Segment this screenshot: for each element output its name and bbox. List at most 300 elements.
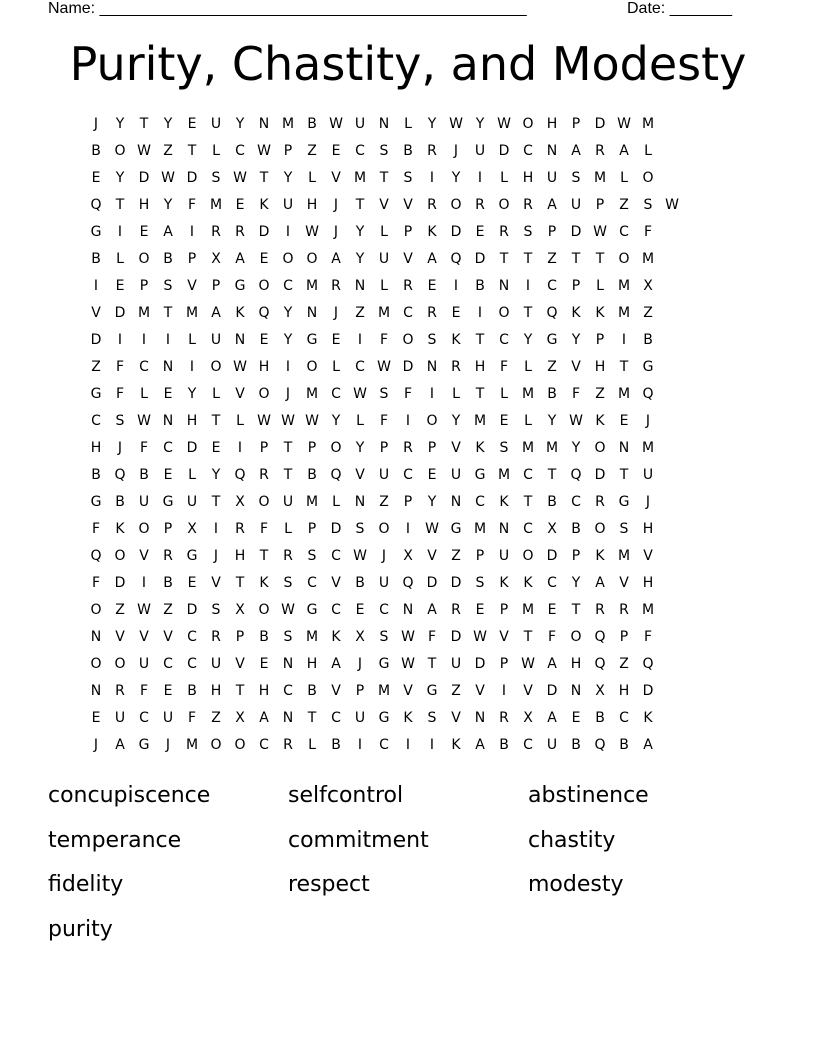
grid-letter: P xyxy=(499,602,509,618)
grid-letter: S xyxy=(307,548,317,564)
grid-letter: P xyxy=(307,440,317,456)
grid-letter: F xyxy=(187,710,197,726)
grid-letter: Y xyxy=(427,116,437,132)
grid-letter: M xyxy=(353,170,367,186)
grid-letter: G xyxy=(162,494,174,510)
grid-letter: K xyxy=(235,305,245,321)
grid-letter: D xyxy=(114,305,126,321)
grid-letter: F xyxy=(403,386,413,402)
grid-letter: X xyxy=(643,278,653,294)
grid-letter: P xyxy=(619,629,629,645)
grid-letter: I xyxy=(357,332,363,348)
grid-row xyxy=(84,111,732,138)
grid-letter: O xyxy=(258,494,270,510)
grid-letter: C xyxy=(379,737,389,753)
grid-letter: H xyxy=(138,197,150,213)
grid-row xyxy=(84,624,732,651)
grid-letter: I xyxy=(453,278,459,294)
grid-letter: O xyxy=(138,251,150,267)
grid-letter: B xyxy=(331,737,341,753)
grid-letter: X xyxy=(211,251,221,267)
grid-letter: P xyxy=(547,224,557,240)
grid-letter: Y xyxy=(571,440,581,456)
grid-letter: Q xyxy=(594,629,606,645)
grid-letter: L xyxy=(188,467,196,483)
grid-letter: K xyxy=(595,548,605,564)
grid-letter: X xyxy=(187,521,197,537)
grid-row xyxy=(84,354,732,381)
grid-letter: L xyxy=(212,143,220,159)
grid-letter: E xyxy=(259,332,269,348)
grid-letter: E xyxy=(499,413,509,429)
grid-letter: H xyxy=(642,575,654,591)
grid-letter: O xyxy=(114,548,126,564)
grid-letter: M xyxy=(617,278,631,294)
grid-letter: E xyxy=(571,710,581,726)
grid-letter: C xyxy=(499,332,509,348)
grid-letter: Q xyxy=(330,467,342,483)
grid-letter: S xyxy=(283,629,293,645)
grid-letter: A xyxy=(259,710,269,726)
grid-letter: N xyxy=(402,602,414,618)
grid-letter: Q xyxy=(642,656,654,672)
grid-letter: Y xyxy=(163,116,173,132)
grid-letter: F xyxy=(91,575,101,591)
grid-letter: I xyxy=(117,332,123,348)
grid-letter: H xyxy=(546,116,558,132)
grid-letter: X xyxy=(547,521,557,537)
grid-letter: Y xyxy=(427,494,437,510)
grid-letter: J xyxy=(333,197,339,213)
grid-letter: R xyxy=(595,494,605,510)
grid-letter: C xyxy=(355,143,365,159)
grid-letter: I xyxy=(429,170,435,186)
grid-letter: O xyxy=(522,548,534,564)
grid-letter: T xyxy=(571,602,581,618)
grid-letter: J xyxy=(645,413,651,429)
grid-letter: Q xyxy=(90,548,102,564)
grid-letter: T xyxy=(619,467,629,483)
grid-letter: U xyxy=(186,494,198,510)
grid-letter: M xyxy=(617,386,631,402)
grid-letter: E xyxy=(139,224,149,240)
grid-letter: M xyxy=(185,737,199,753)
grid-letter: Z xyxy=(115,602,125,618)
grid-letter: C xyxy=(523,521,533,537)
grid-letter: H xyxy=(306,197,318,213)
grid-letter: Y xyxy=(187,386,197,402)
word-list-item: purity xyxy=(48,916,113,942)
grid-letter: G xyxy=(378,656,390,672)
grid-letter: I xyxy=(405,737,411,753)
grid-letter: H xyxy=(474,359,486,375)
grid-letter: O xyxy=(90,656,102,672)
grid-letter: Z xyxy=(547,359,557,375)
grid-letter: C xyxy=(235,143,245,159)
grid-letter: T xyxy=(355,197,365,213)
grid-letter: N xyxy=(354,278,366,294)
grid-letter: C xyxy=(187,629,197,645)
grid-letter: K xyxy=(331,629,341,645)
grid-letter: Z xyxy=(163,143,173,159)
grid-letter: O xyxy=(90,602,102,618)
grid-letter: Y xyxy=(547,413,557,429)
grid-letter: L xyxy=(116,251,124,267)
grid-letter: C xyxy=(283,683,293,699)
grid-letter: Z xyxy=(547,251,557,267)
grid-letter: Y xyxy=(115,170,125,186)
grid-letter: T xyxy=(307,710,317,726)
grid-letter: L xyxy=(332,359,340,375)
grid-letter: O xyxy=(426,413,438,429)
grid-letter: V xyxy=(139,629,149,645)
grid-letter: L xyxy=(380,224,388,240)
grid-letter: M xyxy=(305,629,319,645)
grid-letter: B xyxy=(91,467,101,483)
grid-letter: N xyxy=(258,116,270,132)
grid-letter: P xyxy=(283,143,293,159)
grid-letter: V xyxy=(451,440,461,456)
grid-letter: N xyxy=(546,143,558,159)
grid-letter: R xyxy=(499,710,509,726)
grid-letter: W xyxy=(449,116,463,132)
grid-letter: S xyxy=(523,224,533,240)
grid-letter: M xyxy=(641,440,655,456)
grid-letter: N xyxy=(474,710,486,726)
grid-letter: L xyxy=(308,737,316,753)
grid-letter: F xyxy=(547,629,557,645)
grid-letter: G xyxy=(138,737,150,753)
grid-letter: N xyxy=(450,494,462,510)
grid-letter: A xyxy=(331,251,341,267)
grid-letter: H xyxy=(90,440,102,456)
grid-letter: G xyxy=(90,386,102,402)
grid-letter: H xyxy=(234,548,246,564)
grid-letter: M xyxy=(377,305,391,321)
grid-row xyxy=(84,327,732,354)
grid-letter: M xyxy=(617,305,631,321)
grid-letter: N xyxy=(570,683,582,699)
grid-letter: J xyxy=(381,548,387,564)
grid-letter: V xyxy=(163,629,173,645)
grid-letter: S xyxy=(499,440,509,456)
grid-letter: W xyxy=(593,224,607,240)
grid-letter: H xyxy=(570,656,582,672)
grid-letter: D xyxy=(474,251,486,267)
grid-letter: O xyxy=(570,629,582,645)
grid-letter: H xyxy=(258,359,270,375)
grid-row xyxy=(84,408,732,435)
grid-letter: C xyxy=(163,656,173,672)
word-list xyxy=(48,779,768,957)
grid-letter: L xyxy=(644,143,652,159)
grid-letter: V xyxy=(403,683,413,699)
grid-letter: T xyxy=(595,251,605,267)
grid-letter: W xyxy=(137,413,151,429)
grid-letter: T xyxy=(571,251,581,267)
grid-letter: K xyxy=(643,710,653,726)
grid-letter: Q xyxy=(546,305,558,321)
grid-letter: P xyxy=(403,224,413,240)
grid-letter: C xyxy=(619,224,629,240)
grid-letter: C xyxy=(523,737,533,753)
grid-letter: W xyxy=(305,224,319,240)
grid-letter: X xyxy=(595,683,605,699)
grid-letter: L xyxy=(140,386,148,402)
grid-letter: F xyxy=(643,224,653,240)
grid-letter: U xyxy=(450,467,462,483)
grid-letter: V xyxy=(331,575,341,591)
grid-letter: H xyxy=(618,683,630,699)
grid-letter: Q xyxy=(594,656,606,672)
grid-letter: R xyxy=(259,467,269,483)
grid-letter: O xyxy=(594,440,606,456)
grid-letter: P xyxy=(403,494,413,510)
grid-letter: N xyxy=(378,116,390,132)
grid-letter: M xyxy=(305,386,319,402)
grid-letter: U xyxy=(210,332,222,348)
grid-letter: P xyxy=(259,440,269,456)
name-field-label: Name: ________________________________________________ xyxy=(48,0,527,17)
grid-letter: F xyxy=(571,386,581,402)
grid-letter: C xyxy=(547,278,557,294)
grid-letter: U xyxy=(570,197,582,213)
grid-letter: E xyxy=(163,683,173,699)
grid-letter: V xyxy=(619,575,629,591)
grid-letter: J xyxy=(213,548,219,564)
grid-letter: E xyxy=(331,332,341,348)
grid-letter: B xyxy=(163,575,173,591)
grid-row xyxy=(84,138,732,165)
grid-letter: W xyxy=(329,116,343,132)
grid-letter: F xyxy=(115,386,125,402)
grid-letter: W xyxy=(473,629,487,645)
grid-letter: T xyxy=(523,629,533,645)
grid-letter: P xyxy=(427,440,437,456)
grid-letter: V xyxy=(427,548,437,564)
grid-letter: K xyxy=(595,413,605,429)
grid-letter: N xyxy=(282,656,294,672)
grid-letter: V xyxy=(643,548,653,564)
grid-row xyxy=(84,651,732,678)
grid-letter: B xyxy=(643,332,653,348)
grid-letter: Y xyxy=(571,332,581,348)
grid-letter: R xyxy=(523,197,533,213)
grid-letter: V xyxy=(235,656,245,672)
grid-row xyxy=(84,678,732,705)
grid-letter: Z xyxy=(595,386,605,402)
grid-letter: R xyxy=(595,143,605,159)
grid-letter: C xyxy=(91,413,101,429)
grid-letter: N xyxy=(234,332,246,348)
grid-letter: N xyxy=(498,278,510,294)
grid-letter: S xyxy=(379,386,389,402)
grid-letter: G xyxy=(450,521,462,537)
grid-letter: B xyxy=(499,737,509,753)
grid-letter: D xyxy=(594,116,606,132)
grid-letter: D xyxy=(594,467,606,483)
grid-letter: Q xyxy=(402,575,414,591)
grid-letter: O xyxy=(258,602,270,618)
grid-row xyxy=(84,192,732,219)
grid-letter: I xyxy=(477,305,483,321)
grid-letter: E xyxy=(163,386,173,402)
grid-letter: R xyxy=(331,278,341,294)
grid-letter: Y xyxy=(451,170,461,186)
grid-letter: R xyxy=(283,548,293,564)
grid-letter: Q xyxy=(450,251,462,267)
grid-letter: B xyxy=(355,575,365,591)
grid-letter: J xyxy=(165,737,171,753)
grid-letter: M xyxy=(641,116,655,132)
grid-letter: S xyxy=(283,575,293,591)
grid-letter: M xyxy=(545,440,559,456)
grid-letter: L xyxy=(500,170,508,186)
grid-letter: M xyxy=(305,278,319,294)
grid-letter: T xyxy=(235,683,245,699)
grid-letter: I xyxy=(501,683,507,699)
grid-letter: E xyxy=(427,467,437,483)
grid-letter: C xyxy=(331,710,341,726)
grid-letter: B xyxy=(547,386,557,402)
grid-letter: D xyxy=(186,602,198,618)
grid-letter: M xyxy=(473,413,487,429)
grid-letter: W xyxy=(161,170,175,186)
grid-letter: K xyxy=(451,332,461,348)
grid-letter: T xyxy=(427,656,437,672)
grid-letter: M xyxy=(137,305,151,321)
grid-letter: C xyxy=(283,278,293,294)
grid-letter: T xyxy=(163,305,173,321)
grid-letter: G xyxy=(378,710,390,726)
grid-letter: O xyxy=(522,116,534,132)
grid-letter: M xyxy=(521,602,535,618)
grid-row xyxy=(84,732,732,759)
grid-letter: Y xyxy=(475,116,485,132)
grid-letter: I xyxy=(405,413,411,429)
grid-letter: O xyxy=(114,656,126,672)
grid-letter: Y xyxy=(355,224,365,240)
grid-letter: R xyxy=(427,305,437,321)
grid-letter: B xyxy=(163,251,173,267)
grid-letter: D xyxy=(450,629,462,645)
word-list-item: fidelity xyxy=(48,872,124,897)
grid-letter: C xyxy=(403,467,413,483)
grid-letter: U xyxy=(546,170,558,186)
grid-letter: D xyxy=(546,683,558,699)
grid-letter: A xyxy=(547,197,557,213)
grid-letter: A xyxy=(595,575,605,591)
grid-letter: K xyxy=(115,521,125,537)
grid-letter: T xyxy=(475,386,485,402)
grid-letter: L xyxy=(596,278,604,294)
grid-letter: E xyxy=(619,413,629,429)
grid-letter: M xyxy=(641,251,655,267)
grid-letter: A xyxy=(475,737,485,753)
grid-letter: I xyxy=(213,521,219,537)
grid-letter: M xyxy=(305,494,319,510)
grid-letter: R xyxy=(403,278,413,294)
grid-letter: L xyxy=(212,386,220,402)
grid-letter: R xyxy=(235,521,245,537)
grid-letter: X xyxy=(355,629,365,645)
grid-letter: A xyxy=(163,224,173,240)
grid-letter: B xyxy=(403,143,413,159)
grid-letter: V xyxy=(403,197,413,213)
grid-letter: W xyxy=(233,359,247,375)
grid-letter: R xyxy=(619,602,629,618)
grid-letter: T xyxy=(259,170,269,186)
grid-letter: H xyxy=(306,656,318,672)
grid-letter: C xyxy=(139,710,149,726)
grid-letter: C xyxy=(331,386,341,402)
grid-letter: W xyxy=(233,170,247,186)
grid-letter: V xyxy=(571,359,581,375)
grid-letter: S xyxy=(379,629,389,645)
grid-letter: T xyxy=(523,494,533,510)
grid-letter: N xyxy=(90,629,102,645)
grid-letter: D xyxy=(186,170,198,186)
grid-letter: S xyxy=(619,521,629,537)
grid-letter: A xyxy=(427,602,437,618)
grid-letter: Q xyxy=(594,737,606,753)
grid-row xyxy=(84,165,732,192)
grid-row xyxy=(84,246,732,273)
grid-letter: T xyxy=(547,467,557,483)
grid-letter: B xyxy=(619,737,629,753)
grid-letter: E xyxy=(91,170,101,186)
grid-letter: V xyxy=(187,278,197,294)
grid-letter: F xyxy=(379,413,389,429)
grid-row xyxy=(84,219,732,246)
grid-letter: I xyxy=(405,521,411,537)
grid-letter: T xyxy=(259,548,269,564)
grid-letter: E xyxy=(547,602,557,618)
grid-letter: F xyxy=(115,359,125,375)
grid-letter: K xyxy=(259,197,269,213)
grid-letter: A xyxy=(619,143,629,159)
grid-letter: D xyxy=(90,332,102,348)
grid-letter: F xyxy=(379,332,389,348)
grid-letter: A xyxy=(547,710,557,726)
grid-letter: D xyxy=(330,521,342,537)
grid-letter: K xyxy=(403,710,413,726)
grid-letter: E xyxy=(331,143,341,159)
grid-letter: Y xyxy=(283,305,293,321)
grid-letter: U xyxy=(474,143,486,159)
grid-letter: P xyxy=(187,251,197,267)
grid-row xyxy=(84,435,732,462)
grid-letter: D xyxy=(450,224,462,240)
grid-row xyxy=(84,516,732,543)
grid-letter: C xyxy=(355,359,365,375)
grid-letter: G xyxy=(234,278,246,294)
grid-letter: K xyxy=(523,575,533,591)
grid-letter: J xyxy=(453,143,459,159)
grid-letter: I xyxy=(189,359,195,375)
grid-letter: O xyxy=(450,197,462,213)
grid-letter: U xyxy=(642,467,654,483)
grid-letter: A xyxy=(643,737,653,753)
grid-letter: L xyxy=(524,359,532,375)
grid-letter: A xyxy=(427,251,437,267)
grid-letter: V xyxy=(523,683,533,699)
grid-letter: P xyxy=(211,278,221,294)
grid-letter: Z xyxy=(211,710,221,726)
grid-letter: O xyxy=(258,278,270,294)
grid-letter: P xyxy=(307,521,317,537)
grid-letter: D xyxy=(642,683,654,699)
